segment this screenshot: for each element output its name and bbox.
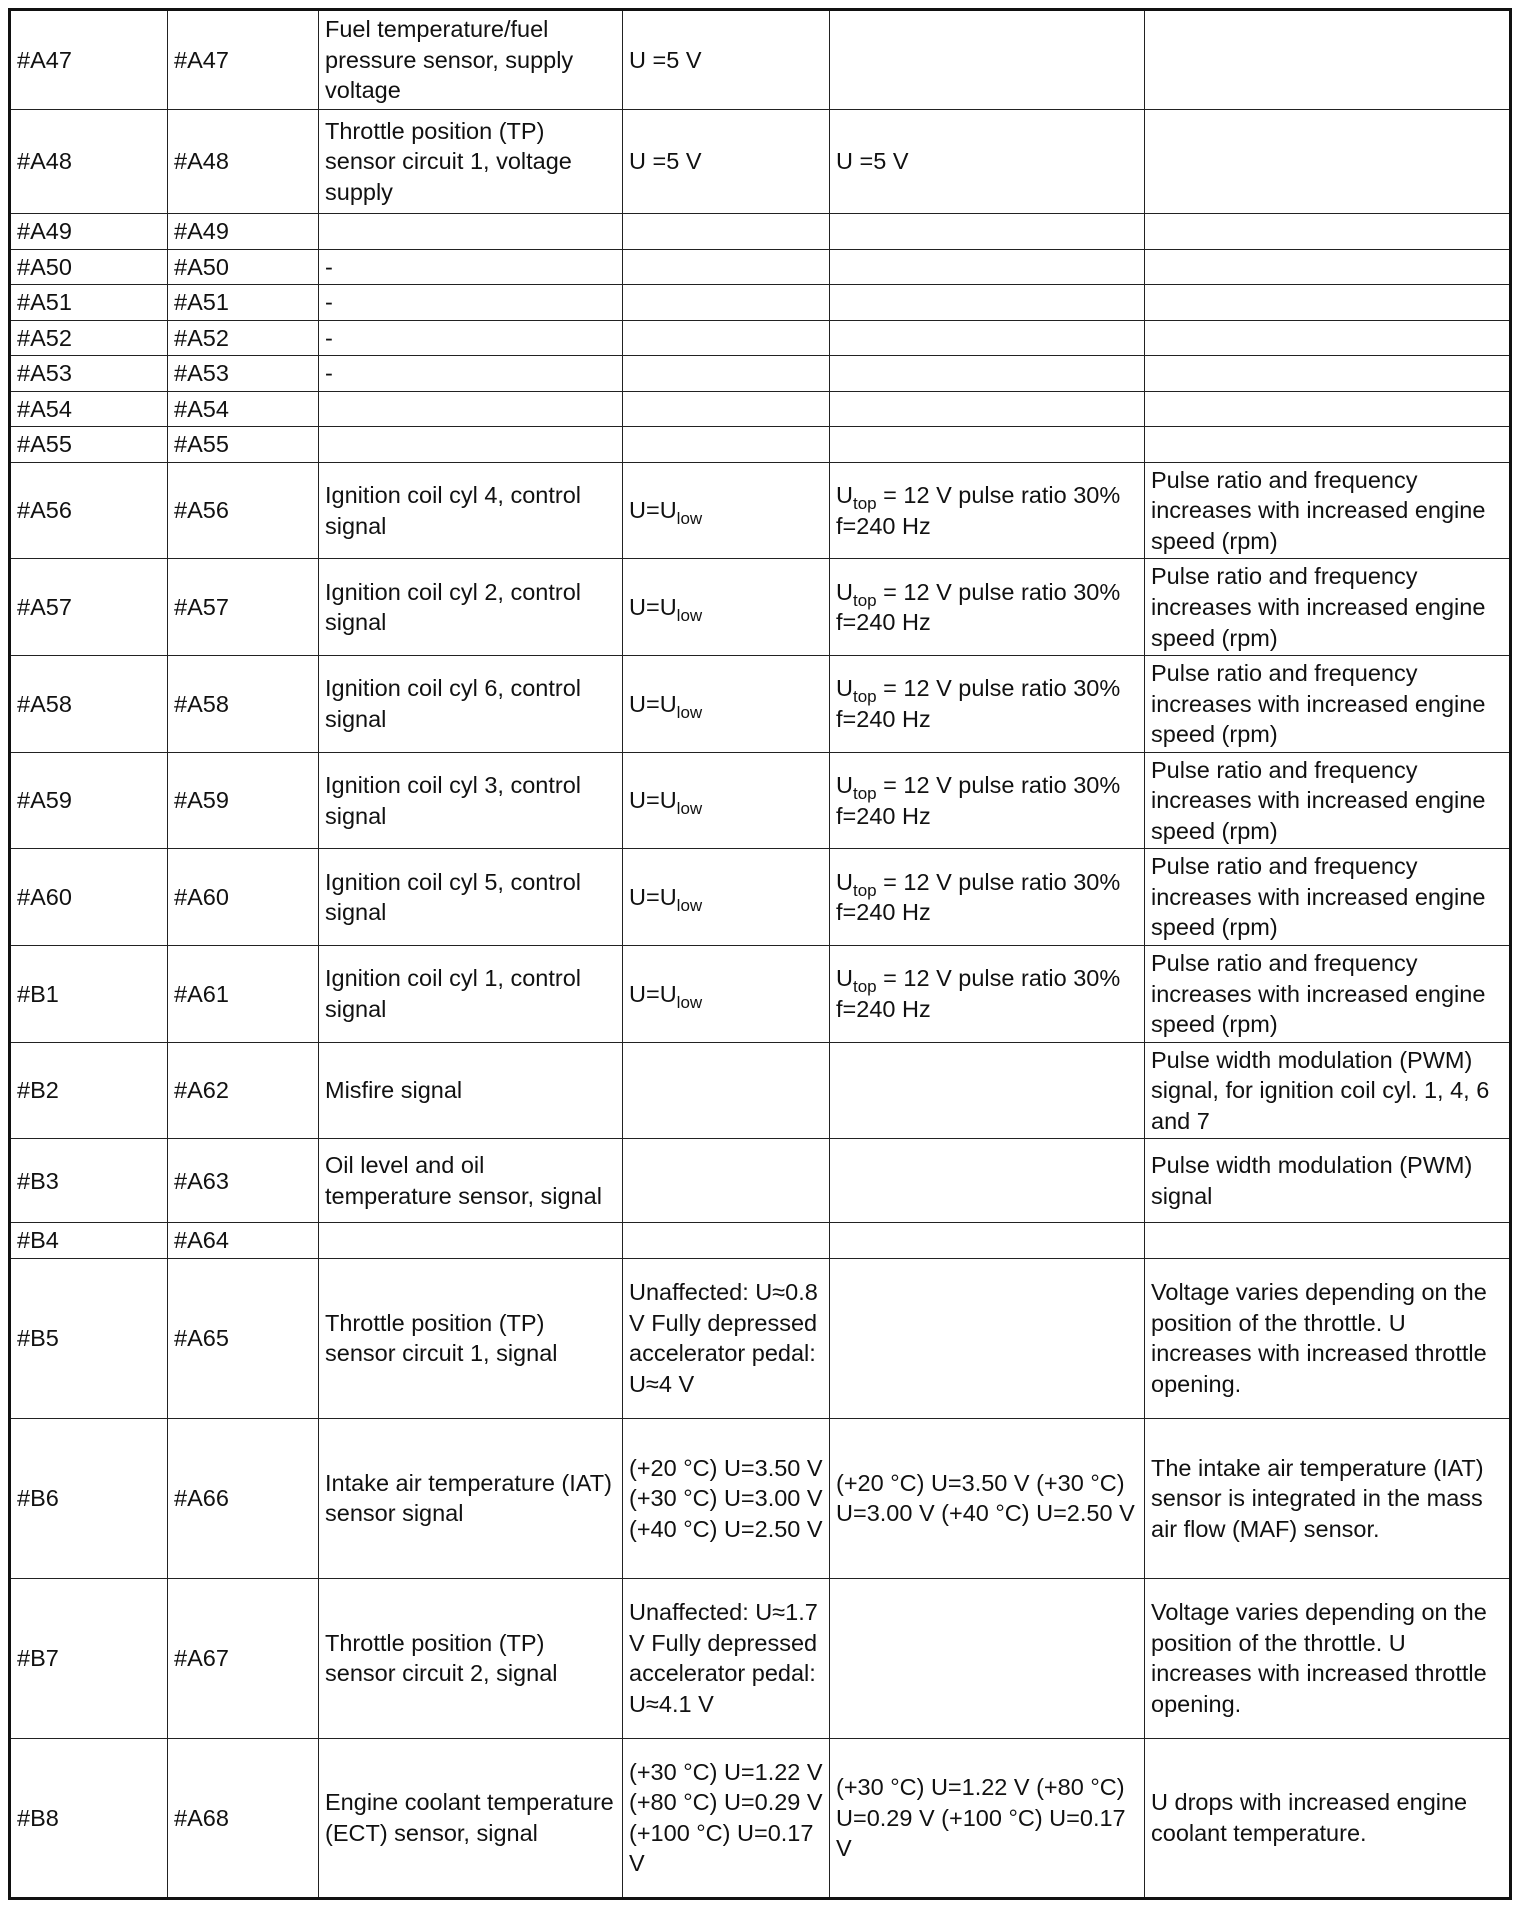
comment-text: Pulse width modulation (PWM) signal xyxy=(1151,1152,1473,1209)
pin-b-cell xyxy=(10,1738,168,1898)
value1-cell xyxy=(623,1223,830,1259)
pin-a-label: #A63 xyxy=(174,1167,229,1194)
description-text: Misfire signal xyxy=(325,1077,463,1104)
pin-b-cell xyxy=(10,752,168,849)
table-row xyxy=(10,559,1511,656)
description-cell xyxy=(319,559,623,656)
pin-a-cell xyxy=(168,1042,319,1139)
u-low-value xyxy=(629,980,703,1012)
pin-b-cell xyxy=(10,427,168,463)
pin-a-cell xyxy=(168,752,319,849)
value2-text: U =5 V xyxy=(836,148,909,175)
table-row xyxy=(10,214,1511,250)
pin-b-cell xyxy=(10,1418,168,1578)
pin-a-label: #A54 xyxy=(174,395,229,422)
pin-b-label: #B4 xyxy=(17,1227,59,1254)
pin-b-cell xyxy=(10,849,168,946)
value1-cell xyxy=(623,946,830,1043)
pin-b-cell xyxy=(10,1042,168,1139)
pin-b-label: #A60 xyxy=(17,883,72,910)
pin-a-label: #A58 xyxy=(174,690,229,717)
comment-text: Voltage varies depending on the position of the throttle. U increases with increased throttle opening. xyxy=(1151,1599,1487,1717)
comment-text: Pulse ratio and frequency increases with increased engine speed (rpm) xyxy=(1151,466,1486,554)
table-row xyxy=(10,285,1511,321)
u-low-value xyxy=(629,690,703,722)
pin-a-label: #A67 xyxy=(174,1645,229,1672)
pin-b-label: #B8 xyxy=(17,1804,59,1831)
comment-cell xyxy=(1145,214,1511,250)
description-text: Ignition coil cyl 1, control signal xyxy=(325,965,582,1022)
pin-a-label: #A52 xyxy=(174,324,229,351)
value1-cell xyxy=(623,320,830,356)
pin-a-label: #A62 xyxy=(174,1077,229,1104)
pin-a-label: #A66 xyxy=(174,1485,229,1512)
value2-cell xyxy=(830,752,1145,849)
pin-b-label: #B2 xyxy=(17,1077,59,1104)
subscript-low: low xyxy=(676,509,703,529)
value2-cell xyxy=(830,10,1145,110)
pin-b-cell xyxy=(10,656,168,753)
pin-a-label: #A51 xyxy=(174,289,229,316)
value1-text: Unaffected: U≈0.8 V Fully depressed accelerator pedal: U≈4 V xyxy=(629,1279,818,1397)
comment-cell xyxy=(1145,1418,1511,1578)
pin-b-cell xyxy=(10,356,168,392)
pin-b-cell xyxy=(10,10,168,110)
value2-cell xyxy=(830,1418,1145,1578)
table-row xyxy=(10,1578,1511,1738)
value2-text: U xyxy=(836,772,853,799)
pin-b-cell xyxy=(10,1139,168,1223)
table-row xyxy=(10,249,1511,285)
description-text: Ignition coil cyl 6, control signal xyxy=(325,675,582,732)
value1-cell xyxy=(623,559,830,656)
description-cell xyxy=(319,249,623,285)
pin-b-cell xyxy=(10,946,168,1043)
value2-rest-text: = 12 V pulse ratio 30% f=240 Hz xyxy=(836,868,1121,926)
value1-cell xyxy=(623,356,830,392)
value2-rest-text: = 12 V pulse ratio 30% f=240 Hz xyxy=(836,965,1121,1022)
value1-text: Unaffected: U≈1.7 V Fully depressed accelerator pedal: U≈4.1 V xyxy=(629,1599,818,1717)
table-row xyxy=(10,356,1511,392)
pin-a-cell xyxy=(168,656,319,753)
value1-text: U=U xyxy=(629,980,677,1007)
u-low-value xyxy=(629,787,703,819)
comment-cell xyxy=(1145,1223,1511,1259)
description-text: Throttle position (TP) sensor circuit 1, signal xyxy=(325,1309,558,1367)
value2-cell xyxy=(830,849,1145,946)
description-cell xyxy=(319,1578,623,1738)
pin-a-cell xyxy=(168,285,319,321)
comment-cell xyxy=(1145,1042,1511,1139)
value2-rest-text: = 12 V pulse ratio 30% f=240 Hz xyxy=(836,482,1121,539)
description-cell xyxy=(319,752,623,849)
value2-cell xyxy=(830,391,1145,427)
value1-text: U=U xyxy=(629,497,677,524)
description-text: - xyxy=(325,289,333,316)
pin-a-label: #A64 xyxy=(174,1227,229,1254)
comment-cell xyxy=(1145,285,1511,321)
table-body xyxy=(10,10,1511,1899)
table-row xyxy=(10,752,1511,849)
pin-a-label: #A47 xyxy=(174,46,229,73)
description-cell xyxy=(319,1223,623,1259)
subscript-top: top xyxy=(852,784,877,804)
pin-a-cell xyxy=(168,1258,319,1418)
pin-description-table xyxy=(8,8,1512,1900)
value2-cell xyxy=(830,946,1145,1043)
pin-a-label: #A59 xyxy=(174,787,229,814)
pin-a-label: #A61 xyxy=(174,980,229,1007)
pin-a-cell xyxy=(168,10,319,110)
value2-text: (+30 °C) U=1.22 V (+80 °C) U=0.29 V (+100 °C) U=0.17 V xyxy=(836,1774,1126,1862)
description-cell xyxy=(319,110,623,214)
pin-b-label: #A58 xyxy=(17,690,72,717)
pin-b-cell xyxy=(10,285,168,321)
pin-b-cell xyxy=(10,462,168,559)
value1-text: U =5 V xyxy=(629,148,702,175)
value2-cell xyxy=(830,249,1145,285)
table-row xyxy=(10,1223,1511,1259)
value2-cell xyxy=(830,356,1145,392)
description-text: - xyxy=(325,360,333,387)
description-text: Engine coolant temperature (ECT) sensor, signal xyxy=(325,1789,614,1846)
value2-cell xyxy=(830,1042,1145,1139)
value1-cell xyxy=(623,214,830,250)
pin-a-cell xyxy=(168,391,319,427)
subscript-top: top xyxy=(852,687,877,707)
pin-a-label: #A53 xyxy=(174,360,229,387)
value2-cell xyxy=(830,110,1145,214)
value1-cell xyxy=(623,285,830,321)
value1-cell xyxy=(623,391,830,427)
comment-text: Voltage varies depending on the position of the throttle. U increases with increased throttle opening. xyxy=(1151,1279,1487,1397)
pin-b-cell xyxy=(10,559,168,656)
pin-b-cell xyxy=(10,1223,168,1259)
table-row xyxy=(10,656,1511,753)
value1-cell xyxy=(623,462,830,559)
pin-b-label: #A54 xyxy=(17,395,72,422)
value1-text: U =5 V xyxy=(629,46,702,73)
pin-a-label: #A57 xyxy=(174,594,229,621)
pin-b-cell xyxy=(10,214,168,250)
pin-a-cell xyxy=(168,1223,319,1259)
description-cell xyxy=(319,10,623,110)
description-text: - xyxy=(325,324,333,351)
value2-cell xyxy=(830,1738,1145,1898)
pin-b-label: #A57 xyxy=(17,594,72,621)
pin-b-label: #A59 xyxy=(17,787,72,814)
value1-cell xyxy=(623,1578,830,1738)
value2-cell xyxy=(830,656,1145,753)
comment-cell xyxy=(1145,1578,1511,1738)
comment-text: Pulse ratio and frequency increases with increased engine speed (rpm) xyxy=(1151,950,1486,1038)
pin-a-label: #A60 xyxy=(174,883,229,910)
value1-cell xyxy=(623,1738,830,1898)
description-cell xyxy=(319,1258,623,1418)
pin-a-cell xyxy=(168,1418,319,1578)
pin-a-label: #A55 xyxy=(174,431,229,458)
comment-text: Pulse ratio and frequency increases with increased engine speed (rpm) xyxy=(1151,756,1486,844)
pin-b-label: #A49 xyxy=(17,218,72,244)
pin-b-label: #A47 xyxy=(17,46,72,73)
comment-text: The intake air temperature (IAT) sensor is integrated in the mass air flow (MAF) sensor. xyxy=(1151,1454,1484,1542)
subscript-top: top xyxy=(852,880,877,900)
description-cell xyxy=(319,462,623,559)
description-text: Ignition coil cyl 2, control signal xyxy=(325,578,582,636)
comment-cell xyxy=(1145,427,1511,463)
description-cell xyxy=(319,391,623,427)
pin-b-label: #B5 xyxy=(17,1325,59,1352)
value2-cell xyxy=(830,1258,1145,1418)
value2-cell xyxy=(830,1139,1145,1223)
description-cell xyxy=(319,285,623,321)
value2-text: U xyxy=(836,482,853,509)
pin-b-cell xyxy=(10,391,168,427)
pin-b-label: #A51 xyxy=(17,289,72,316)
value2-cell xyxy=(830,285,1145,321)
comment-cell xyxy=(1145,356,1511,392)
pin-a-label: #A48 xyxy=(174,148,229,175)
pin-a-cell xyxy=(168,1738,319,1898)
value2-rest-text: = 12 V pulse ratio 30% f=240 Hz xyxy=(836,772,1121,829)
description-text: - xyxy=(325,253,333,280)
value1-text: (+20 °C) U=3.50 V (+30 °C) U=3.00 V (+40 °C) U=2.50 V xyxy=(629,1454,823,1542)
pin-b-cell xyxy=(10,1258,168,1418)
comment-cell xyxy=(1145,249,1511,285)
u-low-value xyxy=(629,594,703,626)
value1-cell xyxy=(623,1042,830,1139)
table-row xyxy=(10,110,1511,214)
pin-a-cell xyxy=(168,559,319,656)
pin-a-cell xyxy=(168,1139,319,1223)
value1-cell xyxy=(623,1418,830,1578)
value2-rest-text: = 12 V pulse ratio 30% f=240 Hz xyxy=(836,578,1121,636)
pin-a-cell xyxy=(168,249,319,285)
comment-cell xyxy=(1145,849,1511,946)
comment-cell xyxy=(1145,946,1511,1043)
value2-cell xyxy=(830,427,1145,463)
table-row xyxy=(10,1139,1511,1223)
value2-text: U xyxy=(836,675,853,702)
subscript-top: top xyxy=(852,977,877,997)
pin-a-cell xyxy=(168,462,319,559)
description-text: Intake air temperature (IAT) sensor signal xyxy=(325,1469,612,1527)
description-cell xyxy=(319,656,623,753)
subscript-low: low xyxy=(676,799,703,819)
table-row xyxy=(10,427,1511,463)
u-low-value xyxy=(629,497,703,529)
description-text: Ignition coil cyl 4, control signal xyxy=(325,482,582,539)
description-text: Oil level and oil temperature sensor, signal xyxy=(325,1152,602,1209)
comment-text: Pulse ratio and frequency increases with increased engine speed (rpm) xyxy=(1151,660,1486,748)
pin-a-cell xyxy=(168,356,319,392)
subscript-low: low xyxy=(676,702,703,722)
value1-text: U=U xyxy=(629,883,677,910)
comment-cell xyxy=(1145,320,1511,356)
pin-b-label: #A52 xyxy=(17,324,72,351)
value1-cell xyxy=(623,249,830,285)
value1-text: U=U xyxy=(629,690,677,717)
comment-cell xyxy=(1145,110,1511,214)
value2-rest-text: = 12 V pulse ratio 30% f=240 Hz xyxy=(836,675,1121,732)
pin-a-label: #A49 xyxy=(174,218,229,244)
value2-text: U xyxy=(836,578,853,605)
pin-b-cell xyxy=(10,320,168,356)
description-cell xyxy=(319,214,623,250)
value1-cell xyxy=(623,1258,830,1418)
value2-text: U xyxy=(836,965,853,992)
pin-a-label: #A65 xyxy=(174,1325,229,1352)
pin-b-label: #B3 xyxy=(17,1167,59,1194)
pin-a-cell xyxy=(168,110,319,214)
value1-cell xyxy=(623,10,830,110)
table-row xyxy=(10,10,1511,110)
value2-cell xyxy=(830,559,1145,656)
comment-cell xyxy=(1145,1139,1511,1223)
table-row xyxy=(10,320,1511,356)
description-cell xyxy=(319,946,623,1043)
value1-cell xyxy=(623,427,830,463)
comment-cell xyxy=(1145,559,1511,656)
description-text: Throttle position (TP) sensor circuit 2, signal xyxy=(325,1629,558,1687)
u-low-value xyxy=(629,883,703,915)
value1-cell xyxy=(623,849,830,946)
pin-b-label: #B6 xyxy=(17,1485,59,1512)
value1-text: U=U xyxy=(629,787,677,814)
value2-cell xyxy=(830,320,1145,356)
comment-cell xyxy=(1145,752,1511,849)
description-cell xyxy=(319,356,623,392)
pin-b-label: #A55 xyxy=(17,431,72,458)
value2-text: (+20 °C) U=3.50 V (+30 °C) U=3.00 V (+40 °C) U=2.50 V xyxy=(836,1469,1135,1527)
value1-cell xyxy=(623,752,830,849)
pin-a-cell xyxy=(168,946,319,1043)
pin-b-label: #A56 xyxy=(17,497,72,524)
pin-b-label: #B7 xyxy=(17,1645,59,1672)
comment-cell xyxy=(1145,1738,1511,1898)
pin-b-label: #B1 xyxy=(17,980,59,1007)
description-cell xyxy=(319,849,623,946)
pin-b-label: #A48 xyxy=(17,148,72,175)
value1-cell xyxy=(623,656,830,753)
pin-a-label: #A68 xyxy=(174,1804,229,1831)
pin-a-label: #A50 xyxy=(174,253,229,280)
subscript-top: top xyxy=(852,494,877,514)
pin-a-cell xyxy=(168,849,319,946)
table-row xyxy=(10,391,1511,427)
value2-cell xyxy=(830,214,1145,250)
comment-cell xyxy=(1145,391,1511,427)
comment-cell xyxy=(1145,1258,1511,1418)
description-cell xyxy=(319,1042,623,1139)
table-row xyxy=(10,1042,1511,1139)
table-row xyxy=(10,1258,1511,1418)
value1-cell xyxy=(623,1139,830,1223)
subscript-low: low xyxy=(676,606,703,626)
value1-text: U=U xyxy=(629,594,677,621)
pin-b-cell xyxy=(10,110,168,214)
pin-a-cell xyxy=(168,320,319,356)
subscript-low: low xyxy=(676,895,703,915)
comment-cell xyxy=(1145,656,1511,753)
description-text: Throttle position (TP) sensor circuit 1, voltage supply xyxy=(325,117,572,205)
subscript-top: top xyxy=(852,590,877,610)
pin-a-cell xyxy=(168,427,319,463)
table-row xyxy=(10,462,1511,559)
pin-a-cell xyxy=(168,1578,319,1738)
pin-b-cell xyxy=(10,1578,168,1738)
comment-text: Pulse ratio and frequency increases with increased engine speed (rpm) xyxy=(1151,853,1486,941)
value2-cell xyxy=(830,1578,1145,1738)
pin-a-label: #A56 xyxy=(174,497,229,524)
subscript-low: low xyxy=(676,992,703,1012)
comment-text: U drops with increased engine coolant temperature. xyxy=(1151,1789,1468,1846)
value2-text: U xyxy=(836,868,853,895)
value1-text: (+30 °C) U=1.22 V (+80 °C) U=0.29 V (+100 °C) U=0.17 V xyxy=(629,1758,823,1877)
description-cell xyxy=(319,1418,623,1578)
comment-text: Pulse ratio and frequency increases with increased engine speed (rpm) xyxy=(1151,563,1486,651)
comment-text: Pulse width modulation (PWM) signal, for ignition coil cyl. 1, 4, 6 and 7 xyxy=(1151,1046,1490,1134)
description-text: Ignition coil cyl 3, control signal xyxy=(325,772,582,829)
pin-a-cell xyxy=(168,214,319,250)
value2-cell xyxy=(830,1223,1145,1259)
table-row xyxy=(10,946,1511,1043)
value1-cell xyxy=(623,110,830,214)
description-text: Fuel temperature/fuel pressure sensor, supply voltage xyxy=(325,16,574,104)
pin-b-label: #A50 xyxy=(17,253,72,280)
table-row xyxy=(10,1418,1511,1578)
description-cell xyxy=(319,1738,623,1898)
pin-b-cell xyxy=(10,249,168,285)
description-cell xyxy=(319,427,623,463)
comment-cell xyxy=(1145,10,1511,110)
value2-cell xyxy=(830,462,1145,559)
description-text: Ignition coil cyl 5, control signal xyxy=(325,868,582,926)
pin-b-label: #A53 xyxy=(17,360,72,387)
description-cell xyxy=(319,320,623,356)
table-row xyxy=(10,849,1511,946)
description-cell xyxy=(319,1139,623,1223)
comment-cell xyxy=(1145,462,1511,559)
table-row xyxy=(10,1738,1511,1898)
